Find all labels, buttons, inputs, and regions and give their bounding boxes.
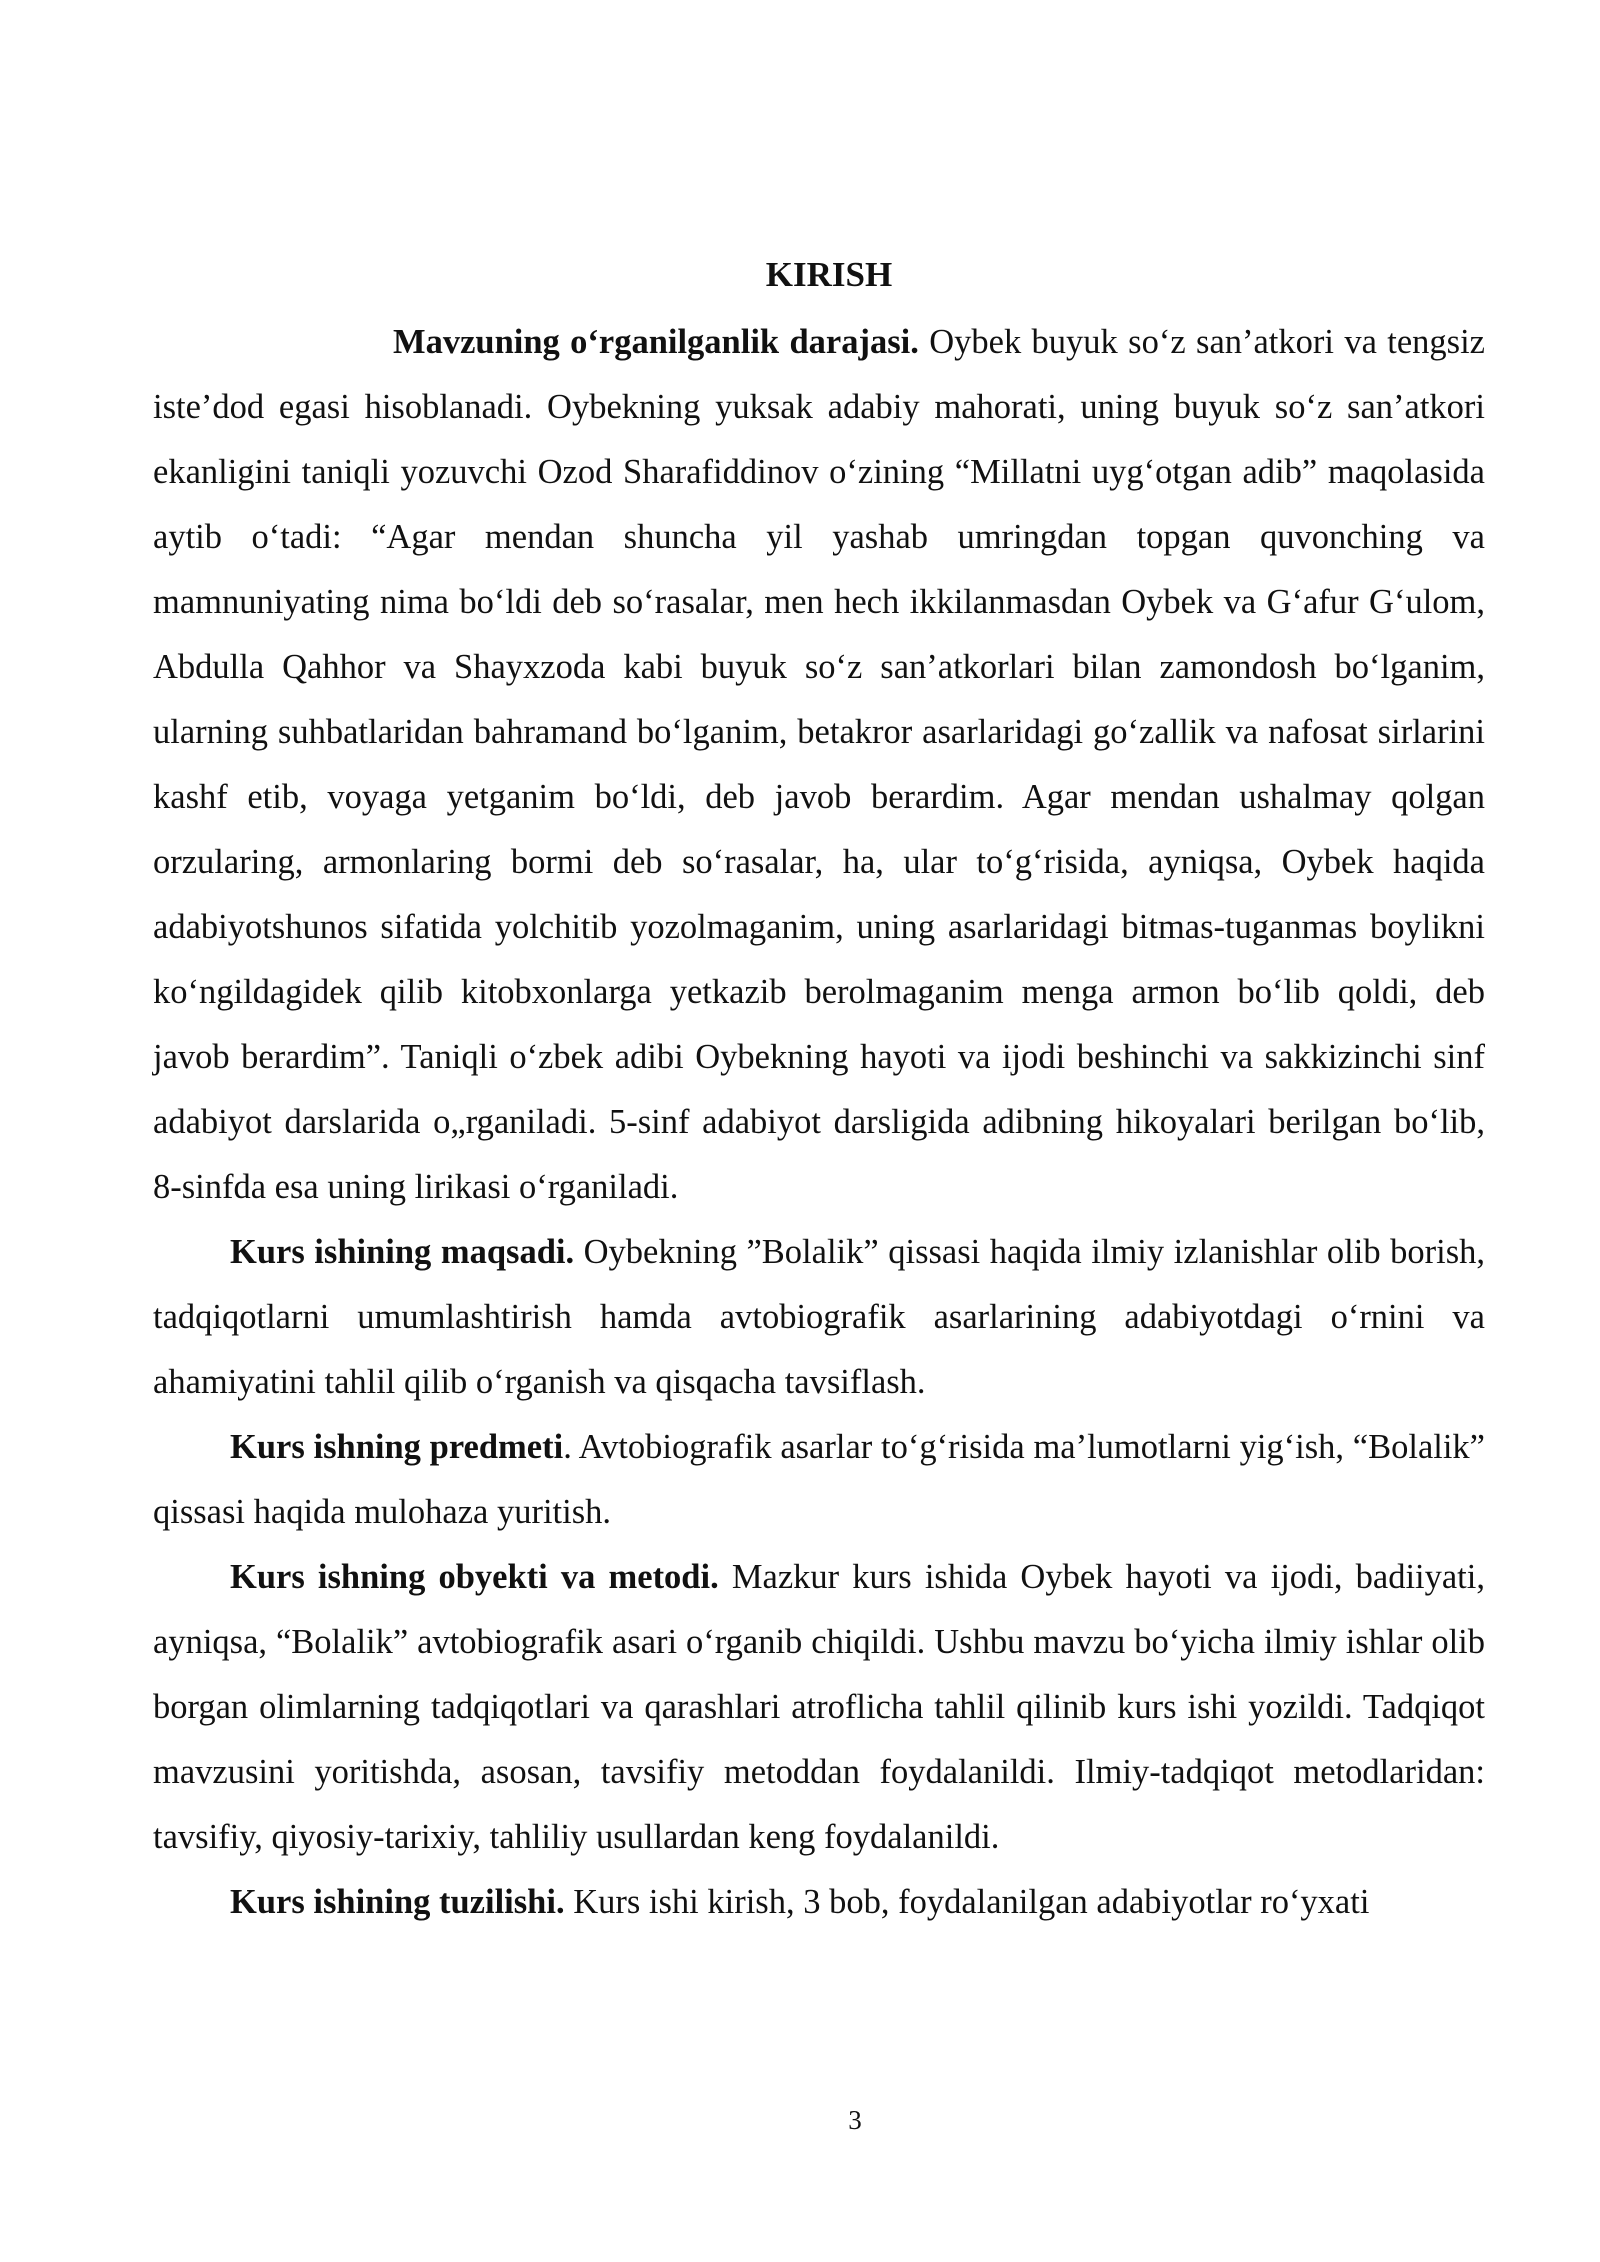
paragraph-text: Mazkur kurs ishida Oybek hayoti va ijodi, badiiyati, ayniqsa, “Bolalik” avtobiografik asari o‘rganib chiqildi. Ushbu mavzu bo‘yicha ilmiy ishlar olib borgan olimlarning tadqiqotlari va qarashlari atroflicha tahlil qilinib kurs ishi yozildi. Tadqiqot mavzusini yoritishda, asosan, tavsifiy metoddan foydalanildi. Ilmiy-tadqiqot metodlaridan: tavsifiy, qiyosiy-tarixiy, tahliliy usullardan keng foydalanildi. [153,1558,1485,1856]
paragraph-lead: Kurs ishning obyekti va metodi. [230,1558,719,1596]
paragraph-text: Oybek buyuk so‘z san’atkori va tengsiz iste’dod egasi hisoblanadi. Oybekning yuksak adabiy mahorati, uning buyuk so‘z san’atkori ekanligini taniqli yozuvchi Ozod Sharafiddinov o‘zining “Millatni uyg‘otgan adib” maqolasida aytib o‘tadi: “Agar mendan shuncha yil yashab umringdan topgan quvonching va mamnuniyating nima bo‘ldi deb so‘rasalar, men hech ikkilanmasdan Oybek va G‘afur G‘ulom, Abdulla Qahhor va Shayxzoda kabi buyuk so‘z san’atkorlari bilan zamondosh bo‘lganim, ularning suhbatlaridan bahramand bo‘lganim, betakror asarlaridagi go‘zallik va nafosat sirlarini kashf etib, voyaga yetganim bo‘ldi, deb javob berardim. Agar mendan ushalmay qolgan orzularing, armonlaring bormi deb so‘rasalar, ha, ular to‘g‘risida, ayniqsa, Oybek haqida adabiyotshunos sifatida yolchitib yozolmaganim, uning asarlaridagi bitmas-tuganmas boylikni ko‘ngildagidek qilib kitobxonlarga yetkazib berolmaganim menga armon bo‘lib qoldi, deb javob berardim”. Taniqli o‘zbek adibi Oybekning hayoti va ijodi beshinchi va sakkizinchi sinf adabiyot darslarida o„rganiladi. 5-sinf adabiyot darsligida adibning hikoyalari berilgan bo‘lib, 8-sinfda esa uning lirikasi o‘rganiladi. [153,323,1485,1206]
page-title: KIRISH [765,255,893,294]
paragraph-text: Kurs ishi kirish, 3 bob, foydalanilgan adabiyotlar ro‘yxati [564,1883,1370,1921]
paragraph-lead: Mavzuning o‘rganilganlik darajasi. [393,323,919,361]
paragraph-text: . Avtobiografik asarlar to‘g‘risida ma’lumotlarni yig‘ish, “Bolalik” qissasi haqida mulohaza yuritish. [153,1428,1485,1531]
page-number: 3 [848,2105,862,2135]
paragraph-purpose [153,1220,1485,1415]
paragraph-lead: Kurs ishining tuzilishi. [230,1883,565,1921]
paragraph-object-method [153,1545,1485,1870]
paragraph-lead: Kurs ishning predmeti [230,1428,564,1466]
paragraph-structure [153,1870,1485,1935]
paragraph-lead: Kurs ishining maqsadi. [230,1233,575,1271]
page-content [153,248,1485,1935]
paragraph-subject [153,1415,1485,1545]
paragraph-study-level [153,310,1485,1220]
paragraph-text: Oybekning ”Bolalik” qissasi haqida ilmiy izlanishlar olib borish, tadqiqotlarni umumlashtirish hamda avtobiografik asarlarining adabiyotdagi o‘rnini va ahamiyatini tahlil qilib o‘rganish va qisqacha tavsiflash. [153,1233,1485,1401]
